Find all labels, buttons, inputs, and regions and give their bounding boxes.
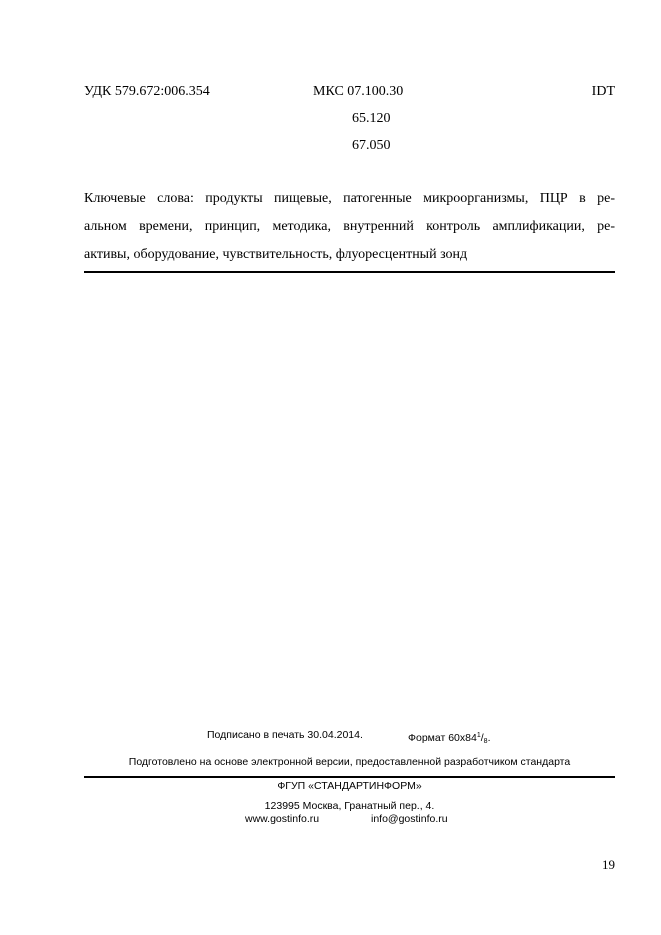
keywords-block [84,185,615,269]
mks-code-tertiary: 67.050 [352,138,391,153]
print-format [408,729,490,748]
print-format-end: . [487,732,491,744]
udk-code: УДК 579.672:006.354 [84,84,210,99]
signed-date: Подписано в печать 30.04.2014. [207,729,363,741]
publisher-website: www.gostinfo.ru [245,813,320,825]
keywords-line-1: Ключевые слова: продукты пищевые, патогенные микроорганизмы, ПЦР в ре- [84,191,615,206]
publisher-address: 123995 Москва, Гранатный пер., 4. [264,800,435,812]
imprint-rule [84,776,615,778]
mks-code-secondary: 65.120 [352,111,391,126]
print-format-numerator: 1 [476,732,481,739]
publisher-name: ФГУП «СТАНДАРТИНФОРМ» [277,780,422,792]
idt-marker: IDT [591,84,615,99]
keywords-line-2: альном времени, принцип, методика, внутренний контроль амплификации, ре- [84,219,615,234]
mks-code-primary: МКС 07.100.30 [313,84,404,99]
print-format-denominator: 8 [483,738,488,745]
keywords-bottom-rule [84,271,615,273]
keywords-line-3: активы, оборудование, чувствительность, флуоресцентный зонд [84,247,468,262]
prepared-note: Подготовлено на основе электронной версии, предоставленной разработчиком стандарта [128,756,571,768]
print-format-prefix: Формат 60x84 [408,732,477,744]
publisher-email: info@gostinfo.ru [371,813,448,825]
print-format-slash: / [480,732,484,744]
page-number: 19 [602,857,615,872]
